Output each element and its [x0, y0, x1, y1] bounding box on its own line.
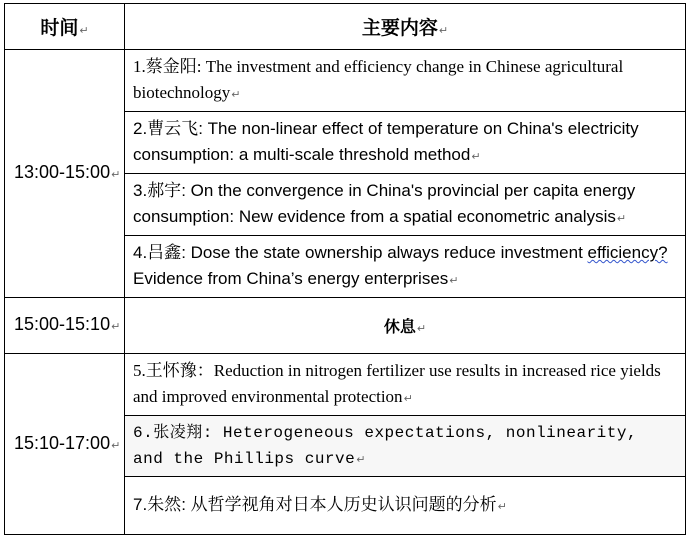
table-row: [5, 50, 686, 112]
session-time-label: 13:00-15:00: [14, 162, 111, 182]
talk-speaker: 朱然: [147, 495, 182, 514]
talk-title: 从哲学视角对日本人历史认识问题的分析: [190, 495, 497, 514]
talk-number: 7.: [133, 495, 148, 514]
paragraph-mark-icon: ↵: [356, 453, 366, 466]
talk-number: 4.: [133, 243, 148, 262]
paragraph-mark-icon: ↵: [449, 274, 459, 287]
talk-number: 2.: [133, 119, 148, 138]
schedule-table: [4, 3, 686, 535]
session-time: [5, 354, 125, 535]
table-row: [5, 298, 686, 354]
talk-separator: :: [181, 243, 191, 262]
content-header-label: 主要内容: [361, 17, 438, 39]
session-time-label: 15:10-17:00: [14, 432, 111, 453]
talk-title-continued: Evidence from China’s energy enterprises: [133, 269, 449, 288]
talk-separator: ：: [196, 361, 214, 380]
talk-separator: :: [196, 57, 206, 76]
talk-title: The investment and efficiency change in Chinese agricultural biotechnology: [133, 57, 624, 102]
talk-number: 1.: [133, 57, 146, 76]
table-row: [5, 354, 686, 416]
talk-item: [125, 416, 686, 477]
session-time: [5, 50, 125, 298]
paragraph-mark-icon: ↵: [79, 24, 89, 37]
break-label: 休息: [383, 317, 416, 336]
talk-title: On the convergence in China's provincial per capita energy consumption: New evidence from a spatial econometric analysis: [133, 181, 636, 226]
time-header: [5, 4, 125, 50]
talk-item: [125, 174, 686, 236]
paragraph-mark-icon: ↵: [111, 168, 121, 181]
talk-item: [125, 50, 686, 112]
paragraph-mark-icon: ↵: [231, 88, 241, 101]
paragraph-mark-icon: ↵: [403, 392, 413, 405]
talk-item: [125, 354, 686, 416]
talk-speaker: 曹云飞: [147, 119, 199, 138]
session-time: [5, 298, 125, 354]
talk-item: [125, 236, 686, 298]
paragraph-mark-icon: ↵: [438, 24, 449, 37]
break-cell: [125, 298, 686, 354]
paragraph-mark-icon: ↵: [471, 150, 481, 163]
talk-title: Heterogeneous expectations, nonlinearity, and the Phillips curve: [133, 424, 638, 468]
talk-speaker: 王怀豫: [145, 361, 197, 380]
session-time-label: 15:00-15:10: [14, 314, 111, 334]
talk-title: The non-linear effect of temperature on China's electricity consumption: a multi-scale threshold method: [133, 119, 639, 164]
paragraph-mark-icon: ↵: [111, 438, 121, 452]
paragraph-mark-icon: ↵: [616, 212, 627, 225]
spellcheck-flagged-word[interactable]: efficiency?: [587, 243, 668, 262]
talk-item: [125, 112, 686, 174]
talk-title: Reduction in nitrogen fertilizer use results in increased rice yields and improved environmental protection: [133, 361, 661, 406]
talk-number: 6.: [133, 424, 154, 442]
talk-separator: :: [198, 119, 208, 138]
paragraph-mark-icon: ↵: [497, 500, 507, 513]
content-header: [125, 4, 686, 50]
talk-number: 3.: [133, 181, 148, 200]
time-header-label: 时间: [40, 17, 79, 39]
talk-speaker: 郝宇: [147, 181, 182, 200]
talk-number: 5.: [133, 361, 146, 380]
header-row: [5, 4, 686, 50]
talk-speaker: 张凌翔: [153, 424, 203, 442]
talk-separator: :: [202, 424, 223, 442]
talk-speaker: 吕鑫: [147, 243, 182, 262]
talk-speaker: 蔡金阳: [145, 57, 197, 76]
talk-separator: :: [181, 181, 191, 200]
talk-separator: :: [181, 495, 191, 514]
talk-item: [125, 477, 686, 535]
paragraph-mark-icon: ↵: [111, 320, 121, 333]
paragraph-mark-icon: ↵: [416, 322, 427, 335]
talk-title: Dose the state ownership always reduce investment: [190, 243, 588, 262]
